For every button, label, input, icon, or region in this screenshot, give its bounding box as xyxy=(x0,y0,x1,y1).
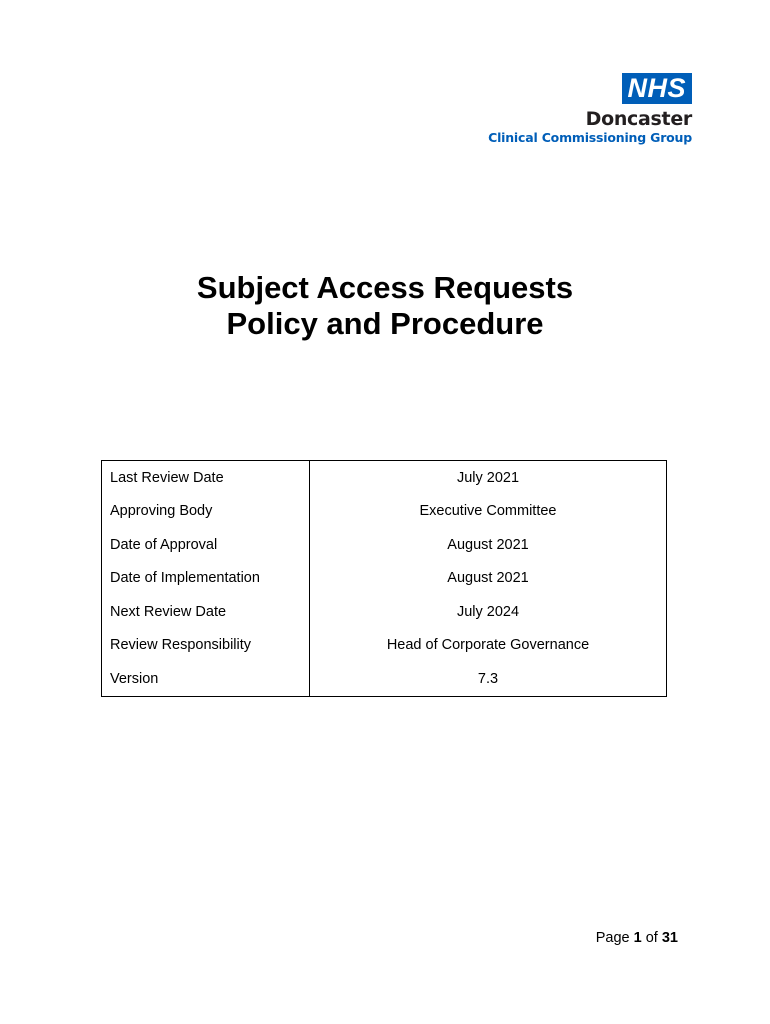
organisation-subtitle: Clinical Commissioning Group xyxy=(488,130,692,145)
row-value: Executive Committee xyxy=(419,503,557,520)
page-of: of xyxy=(645,930,658,946)
row-value: July 2021 xyxy=(456,469,520,486)
table-row xyxy=(102,662,667,696)
row-value: August 2021 xyxy=(447,536,529,553)
row-label: Approving Body xyxy=(102,495,310,529)
row-value: August 2021 xyxy=(447,570,529,587)
title-line-1: Subject Access Requests xyxy=(196,270,574,305)
page-prefix: Page xyxy=(595,930,630,946)
row-label: Review Responsibility xyxy=(102,629,310,663)
table-row xyxy=(102,528,667,562)
nhs-badge: NHS xyxy=(622,73,692,104)
row-label: Date of Approval xyxy=(102,528,310,562)
row-value: Head of Corporate Governance xyxy=(386,637,590,654)
row-value: 7.3 xyxy=(477,670,499,687)
document-title xyxy=(0,270,770,342)
table-row xyxy=(102,629,667,663)
title-line-2: Policy and Procedure xyxy=(226,306,544,341)
table-row xyxy=(102,495,667,529)
page-current: 1 xyxy=(633,930,642,946)
page-number xyxy=(596,930,678,946)
organisation-name: Doncaster xyxy=(585,108,692,130)
page-total: 31 xyxy=(661,930,678,946)
document-info-table xyxy=(101,460,667,697)
row-label: Last Review Date xyxy=(102,461,310,495)
row-label: Next Review Date xyxy=(102,595,310,629)
row-label: Date of Implementation xyxy=(102,562,310,596)
table-row xyxy=(102,461,667,495)
row-value: July 2024 xyxy=(456,603,520,620)
row-label: Version xyxy=(102,662,310,696)
nhs-logo xyxy=(488,73,692,146)
table-row xyxy=(102,595,667,629)
table-row xyxy=(102,562,667,596)
